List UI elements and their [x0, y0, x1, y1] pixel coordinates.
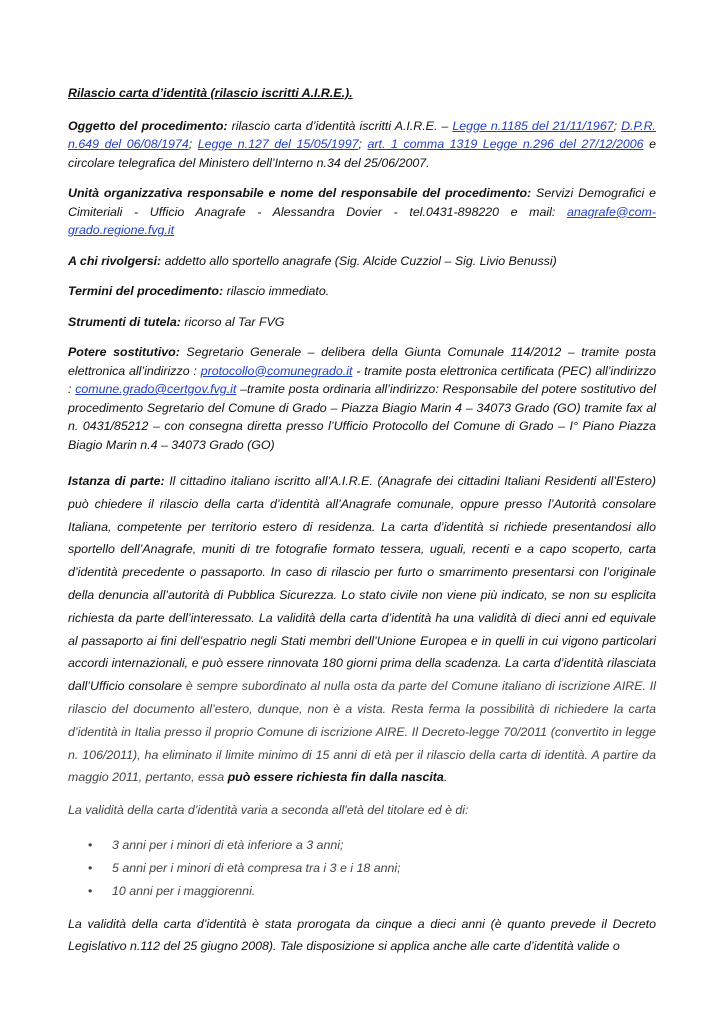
separator: ;: [358, 137, 368, 151]
list-item: • 10 anni per i maggiorenni.: [112, 880, 656, 903]
link-legge-1185[interactable]: Legge n.1185 del 21/11/1967: [452, 118, 614, 133]
separator: ;: [613, 118, 622, 133]
validita-intro: La validità della carta d’identità varia a seconda all'età del titolare ed è di:: [68, 803, 469, 818]
istanza-text: Il cittadino italiano iscritto all’A.I.R.E. (Anagrafe dei cittadini Italiani Residenti all’Estero) può chiedere il rilascio della carta d’identità all’Anagrafe comunale, oppure presso l’Autorità consolare Italiana, competente per territorio estero di residenza. La carta d’identità si richiede presentandosi allo sportello dell’Anagrafe, muniti di tre fotografie formato tessera, uguali, recenti e a capo scoperto, carta d’identità precedente o passaporto. In caso di rilascio per furto o smarrimento presentarsi con l’originale della denuncia all’autorità di Pubblica Sicurezza. Lo stato civile non viene più indicato, se non su esplicita richiesta da parte dell’interessato. La validità della carta d’identità ha una validità di dieci anni ed equivale al passaporto ai fini dell’espatrio negli Stati membri dell’Unione Europea e in quelli in cui vigono particolari accordi internazionali, e può essere rinnovata 180 giorni prima della scadenza. La carta d’identità rilasciata dall’Ufficio consolare: [68, 474, 656, 694]
istanza-paragraph: [68, 470, 656, 789]
istanza-period: .: [443, 770, 448, 785]
unita-label: Unità organizzativa responsabile e nome del responsabile del procedimento:: [68, 186, 532, 200]
oggetto-paragraph: [68, 117, 656, 173]
istanza-bold-end: può essere richiesta fin dalla nascita: [227, 770, 444, 785]
potere-paragraph: [68, 343, 656, 454]
email-protocollo-link[interactable]: protocollo@comunegrado.it: [200, 363, 353, 378]
potere-text-pec: - tramite posta elettronica certificata (PEC) all’indirizzo :: [68, 363, 656, 396]
link-dpr-649[interactable]: D.P.R. n.649 del 06/08/1974: [68, 118, 656, 151]
chi-paragraph: [68, 252, 656, 271]
potere-text: Segretario Generale – delibera della Giunta Comunale 114/2012 – tramite posta elettronica all’indirizzo :: [68, 345, 657, 378]
potere-text-end: –tramite posta ordinaria all’indirizzo: Responsabile del potere sostitutivo del procedimento Segretario del Comune di Grado – Piazza Biagio Marin 4 – 34073 Grado (GO) tramite fax al n. 0431/85212 – con consegna diretta presso l’Ufficio Protocollo del Comune di Grado – I° Piano Piazza Biagio Marin n.4 – 34073 Grado (GO): [68, 382, 656, 452]
termini-paragraph: [68, 282, 656, 301]
strumenti-label: Strumenti di tutela:: [68, 314, 181, 329]
termini-text: rilascio immediato.: [223, 284, 330, 298]
oggetto-label: Oggetto del procedimento:: [68, 118, 228, 133]
chi-label: A chi rivolgersi:: [68, 253, 162, 268]
link-legge-127[interactable]: Legge n.127 del 15/05/1997: [197, 137, 359, 151]
list-item: • 3 anni per i minori di età inferiore a 3 anni;: [112, 834, 656, 857]
oggetto-text: rilascio carta d’identità iscritti A.I.R.E. –: [227, 118, 453, 133]
istanza-label: Istanza di parte:: [68, 474, 165, 488]
pec-link[interactable]: comune.grado@certgov.fvg.it: [75, 382, 237, 396]
separator: ;: [188, 137, 198, 151]
document-title: Rilascio carta d’identità (rilascio iscritti A.I.R.E.).: [68, 86, 353, 100]
proroga-paragraph: La validità della carta d’identità è stata prorogata da cinque a dieci anni (è quanto prevede il Decreto Legislativo n.112 del 25 giugno 2008). Tale disposizione si applica anche alle carte d’identità valide o: [68, 916, 656, 954]
validita-list: [68, 834, 656, 903]
termini-label: Termini del procedimento:: [68, 284, 224, 298]
istanza-text-2: è sempre subordinato al nulla osta da parte del Comune italiano di iscrizione AIRE. Il rilascio del documento all’estero, dunque, non è a vista. Resta ferma la possibilità di richiedere la carta d’identità in Italia presso il proprio Comune di iscrizione AIRE. Il Decreto-legge 70/2011 (convertito in legge n. 106/2011), ha eliminato il limite minimo di 15 anni di età per il rilascio della carta di identità. A partire da maggio 2011, pertanto, essa: [68, 679, 656, 785]
link-legge-296[interactable]: art. 1 comma 1319 Legge n.296 del 27/12/2006: [367, 137, 644, 151]
unita-text: Servizi Demografici e Cimiteriali - Ufficio Anagrafe - Alessandra Dovier - tel.0431-898220 e mail:: [68, 186, 656, 219]
email-anagrafe-link[interactable]: anagrafe@com-grado.regione.fvg.it: [68, 204, 656, 237]
oggetto-text-end: e circolare telegrafica del Ministero dell’Interno n.34 del 25/06/2007.: [68, 137, 657, 170]
document-page: [68, 84, 656, 970]
strumenti-paragraph: [68, 313, 656, 332]
list-item: • 5 anni per i minori di età compresa tra i 3 e i 18 anni;: [112, 857, 656, 880]
unita-paragraph: [68, 184, 656, 240]
chi-text: addetto allo sportello anagrafe (Sig. Alcide Cuzziol – Sig. Livio Benussi): [161, 253, 557, 268]
potere-label: Potere sostitutivo:: [68, 345, 180, 359]
strumenti-text: ricorso al Tar FVG: [180, 314, 285, 329]
